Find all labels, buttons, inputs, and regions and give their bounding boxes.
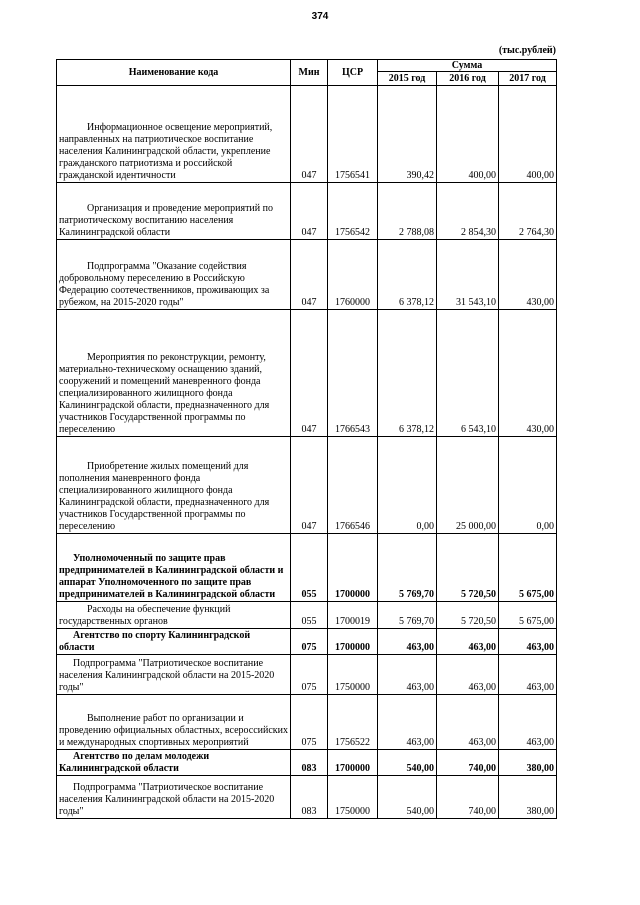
table-row [57, 750, 557, 776]
row-name: Организация и проведение мероприятий по патриотическому воспитанию населения Калининградской области [57, 183, 291, 240]
row-min: 047 [291, 86, 328, 183]
row-name: Подпрограмма "Оказание содействия добровольному переселению в Российскую Федерацию соотечественников, проживающих за рубежом, на 2015-2020 годы" [57, 240, 291, 310]
row-name: Выполнение работ по организации и проведению официальных областных, всероссийских и международных спортивных мероприятий [57, 695, 291, 750]
row-2015: 390,42 [378, 86, 437, 183]
table-row [57, 602, 557, 629]
table-row [57, 86, 557, 183]
row-name: Приобретение жилых помещений для пополнения маневренного фонда специализированного жилищного фонда Калининградской области, предназначенного для участников Государственной программы по переселению [57, 437, 291, 534]
row-2015: 0,00 [378, 437, 437, 534]
row-min: 047 [291, 240, 328, 310]
table-row [57, 776, 557, 819]
row-2016: 2 854,30 [437, 183, 499, 240]
row-name: Информационное освещение мероприятий, направленных на патриотическое воспитание населения Калининградской области, укрепление гражданского патриотизма и российской гражданской идентичности [57, 86, 291, 183]
row-csr: 1700019 [328, 602, 378, 629]
row-2017: 430,00 [499, 240, 557, 310]
row-csr: 1700000 [328, 534, 378, 602]
row-2017: 5 675,00 [499, 534, 557, 602]
row-name: Подпрограмма "Патриотическое воспитание населения Калининградской области на 2015-2020 годы" [57, 655, 291, 695]
row-2017: 430,00 [499, 310, 557, 437]
row-csr: 1766543 [328, 310, 378, 437]
row-2017: 400,00 [499, 86, 557, 183]
row-csr: 1700000 [328, 629, 378, 655]
row-2016: 25 000,00 [437, 437, 499, 534]
row-2016: 463,00 [437, 695, 499, 750]
table-row [57, 655, 557, 695]
header-year-2015: 2015 год [378, 72, 437, 86]
row-2016: 463,00 [437, 629, 499, 655]
table-row [57, 437, 557, 534]
row-2016: 740,00 [437, 776, 499, 819]
header-csr: ЦСР [328, 60, 378, 86]
row-csr: 1750000 [328, 776, 378, 819]
row-name: Агентство по делам молодежи Калининградской области [57, 750, 291, 776]
row-2016: 31 543,10 [437, 240, 499, 310]
table-row [57, 695, 557, 750]
row-2017: 2 764,30 [499, 183, 557, 240]
row-2015: 6 378,12 [378, 310, 437, 437]
row-min: 055 [291, 534, 328, 602]
row-min: 055 [291, 602, 328, 629]
table-row [57, 310, 557, 437]
row-2015: 463,00 [378, 655, 437, 695]
header-year-2016: 2016 год [437, 72, 499, 86]
row-name: Агентство по спорту Калининградской области [57, 629, 291, 655]
row-name: Расходы на обеспечение функций государственных органов [57, 602, 291, 629]
budget-table [56, 59, 557, 819]
row-2015: 5 769,70 [378, 602, 437, 629]
row-2015: 540,00 [378, 776, 437, 819]
table-row [57, 629, 557, 655]
row-csr: 1756522 [328, 695, 378, 750]
row-min: 075 [291, 655, 328, 695]
row-min: 083 [291, 776, 328, 819]
row-2016: 740,00 [437, 750, 499, 776]
row-2015: 6 378,12 [378, 240, 437, 310]
row-2017: 380,00 [499, 776, 557, 819]
row-csr: 1766546 [328, 437, 378, 534]
page-number: 374 [311, 11, 329, 22]
row-name: Мероприятия по реконструкции, ремонту, материально-техническому оснащению зданий, сооружений и помещений маневренного фонда специализированного жилищного фонда Калининградской области, предназначенного для участников Государственной программы по переселению [57, 310, 291, 437]
row-2017: 463,00 [499, 629, 557, 655]
row-2017: 5 675,00 [499, 602, 557, 629]
table-row [57, 183, 557, 240]
row-min: 047 [291, 437, 328, 534]
header-name: Наименование кода [57, 60, 291, 86]
row-2017: 0,00 [499, 437, 557, 534]
units-label: (тыс.рублей) [498, 45, 556, 56]
row-2017: 463,00 [499, 695, 557, 750]
row-min: 047 [291, 310, 328, 437]
row-2015: 540,00 [378, 750, 437, 776]
row-2016: 5 720,50 [437, 602, 499, 629]
row-2015: 463,00 [378, 695, 437, 750]
row-csr: 1756541 [328, 86, 378, 183]
row-csr: 1700000 [328, 750, 378, 776]
table-row [57, 534, 557, 602]
row-min: 083 [291, 750, 328, 776]
row-2016: 400,00 [437, 86, 499, 183]
row-csr: 1750000 [328, 655, 378, 695]
table-row [57, 240, 557, 310]
header-min: Мин [291, 60, 328, 86]
header-year-2017: 2017 год [499, 72, 557, 86]
row-min: 047 [291, 183, 328, 240]
row-2015: 2 788,08 [378, 183, 437, 240]
row-name: Уполномоченный по защите прав предпринимателей в Калининградской области и аппарат Уполномоченного по защите прав предпринимателей в Калининградской области [57, 534, 291, 602]
header-sum: Сумма [378, 60, 557, 72]
row-min: 075 [291, 695, 328, 750]
row-csr: 1760000 [328, 240, 378, 310]
row-min: 075 [291, 629, 328, 655]
row-csr: 1756542 [328, 183, 378, 240]
row-2017: 380,00 [499, 750, 557, 776]
row-2016: 5 720,50 [437, 534, 499, 602]
row-2015: 5 769,70 [378, 534, 437, 602]
row-name: Подпрограмма "Патриотическое воспитание населения Калининградской области на 2015-2020 годы" [57, 776, 291, 819]
row-2017: 463,00 [499, 655, 557, 695]
row-2016: 6 543,10 [437, 310, 499, 437]
row-2016: 463,00 [437, 655, 499, 695]
row-2015: 463,00 [378, 629, 437, 655]
